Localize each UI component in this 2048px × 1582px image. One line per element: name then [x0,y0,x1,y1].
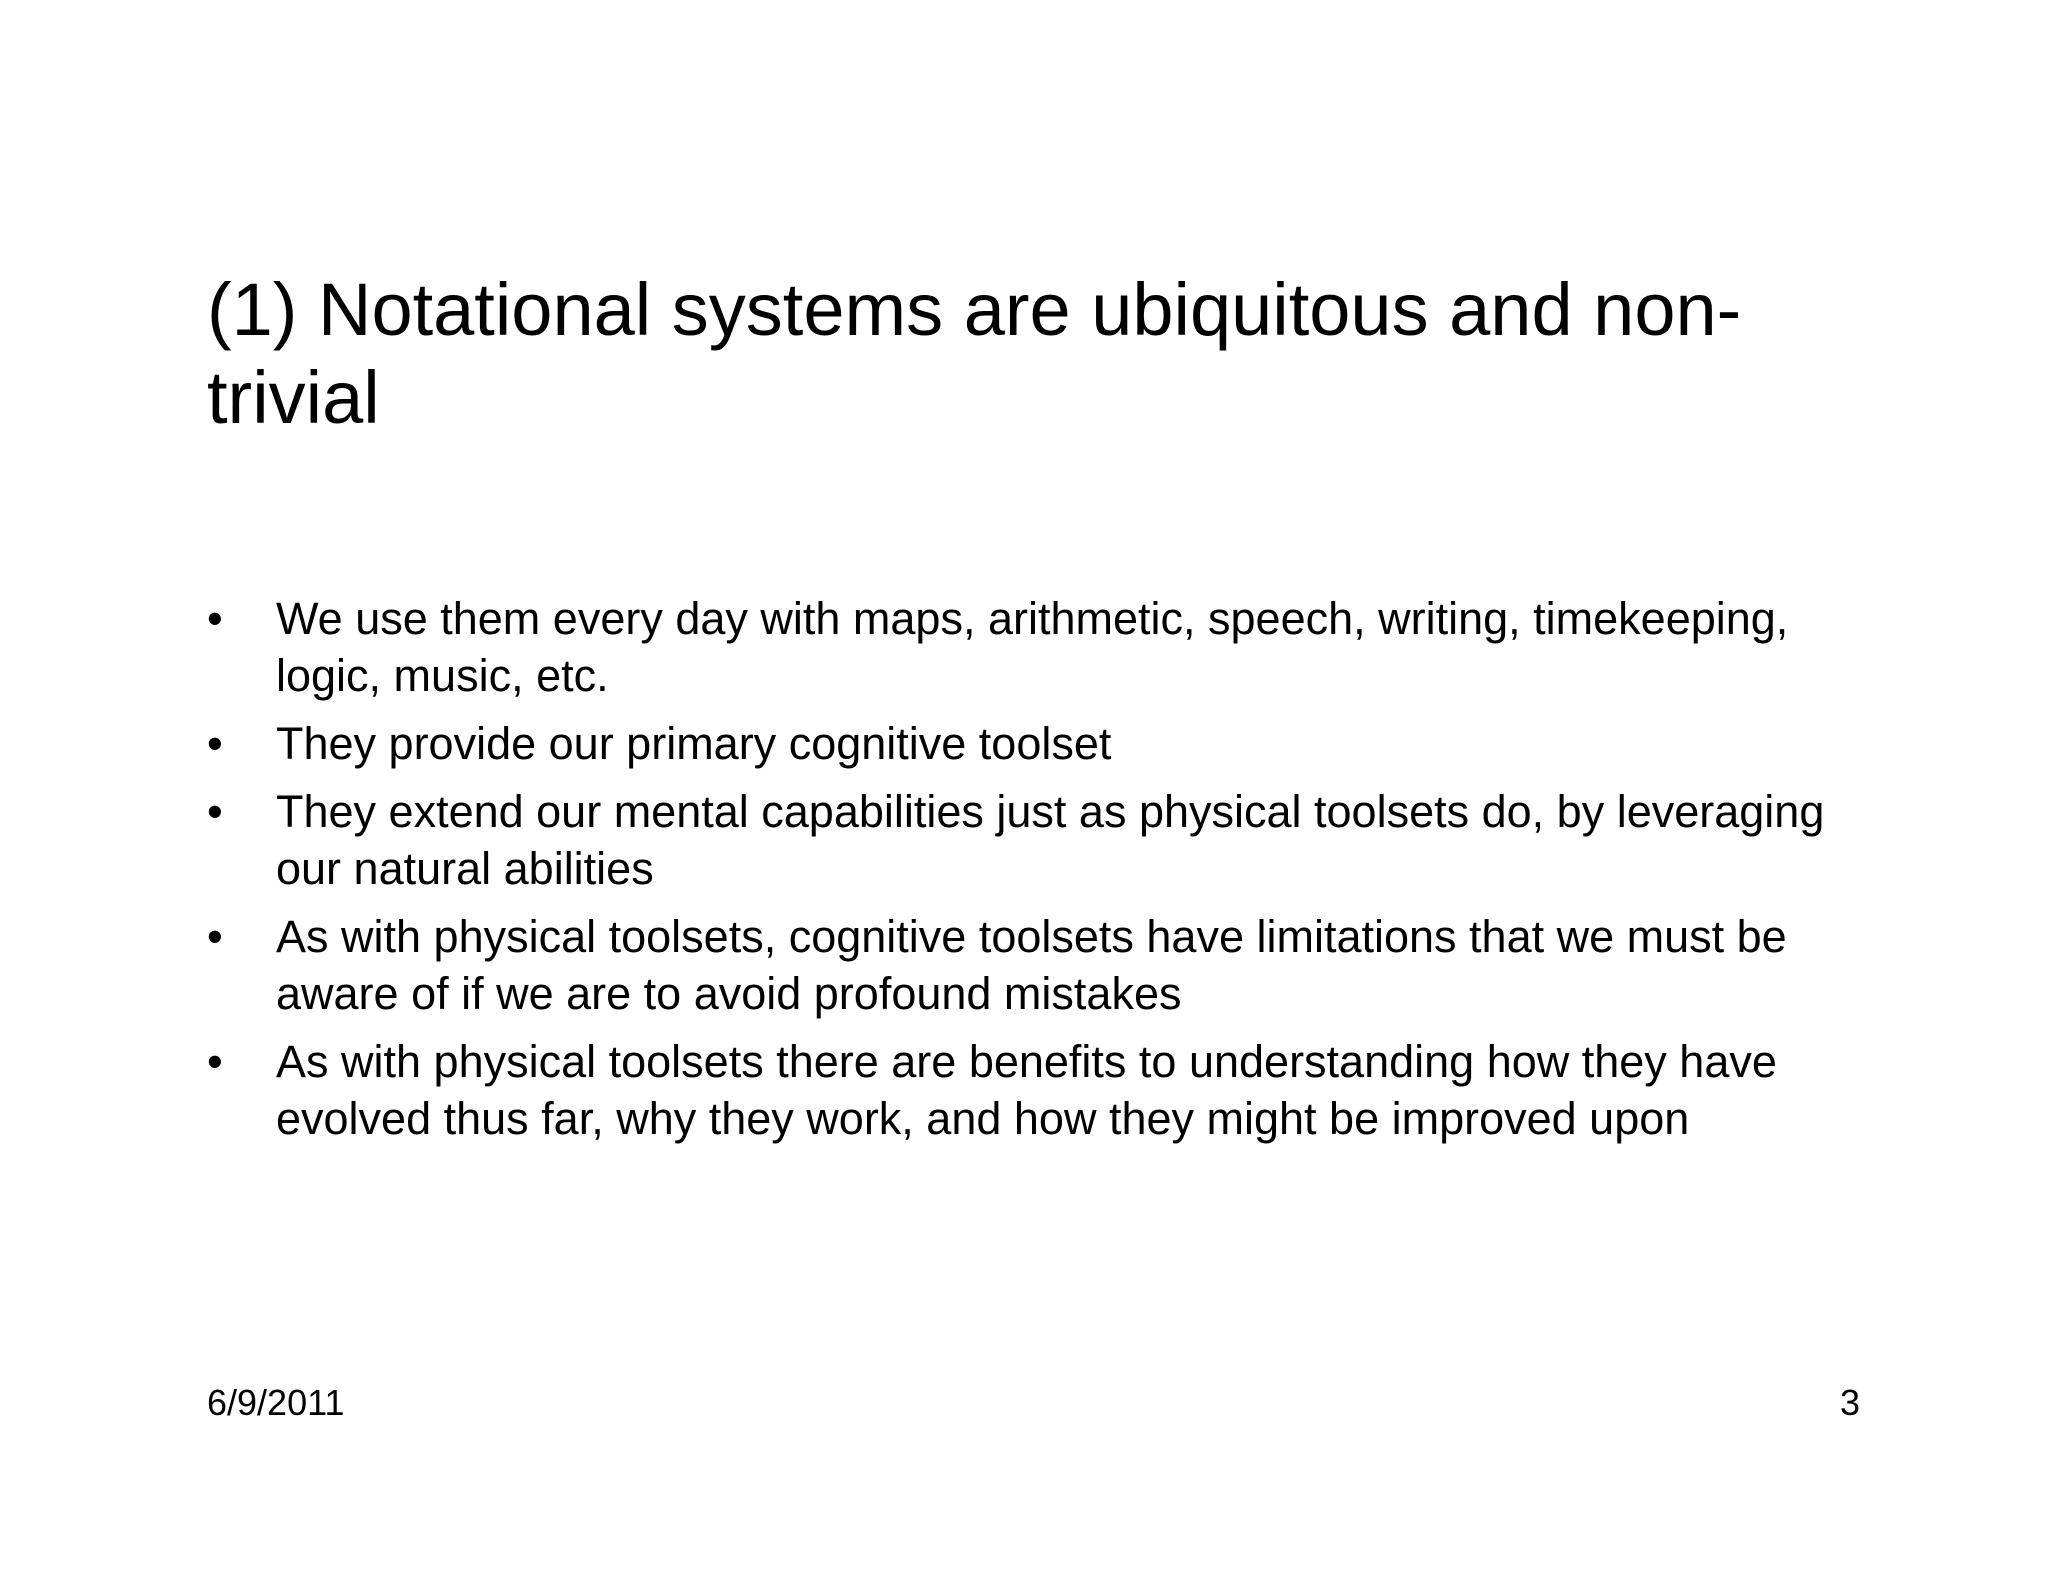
bullet-item [207,590,1887,704]
bullet-text: They provide our primary cognitive toolset [276,718,1112,769]
bullet-text: As with physical toolsets there are benefits to understanding how they have evolved thus far, why they work, and how they might be improved upon [276,1036,1777,1144]
bullet-icon: • [207,786,223,837]
bullet-icon: • [207,718,223,769]
bullet-icon: • [207,1036,223,1087]
bullet-item [207,715,1887,772]
bullet-list [207,590,1887,1158]
page-number: 3 [1839,1382,1860,1423]
bullet-icon: • [207,911,223,962]
footer-date: 6/9/2011 [207,1382,345,1423]
bullet-item [207,1033,1887,1147]
slide-title: (1) Notational systems are ubiquitous and non-trivial [207,268,1742,439]
bullet-icon: • [207,593,223,644]
bullet-text: As with physical toolsets, cognitive toolsets have limitations that we must be aware of if we are to avoid profound mistakes [276,911,1787,1019]
bullet-item [207,908,1887,1022]
bullet-text: They extend our mental capabilities just as physical toolsets do, by leveraging our natural abilities [276,786,1825,894]
bullet-text: We use them every day with maps, arithmetic, speech, writing, timekeeping, logic, music, etc. [276,593,1789,701]
bullet-item [207,783,1887,897]
